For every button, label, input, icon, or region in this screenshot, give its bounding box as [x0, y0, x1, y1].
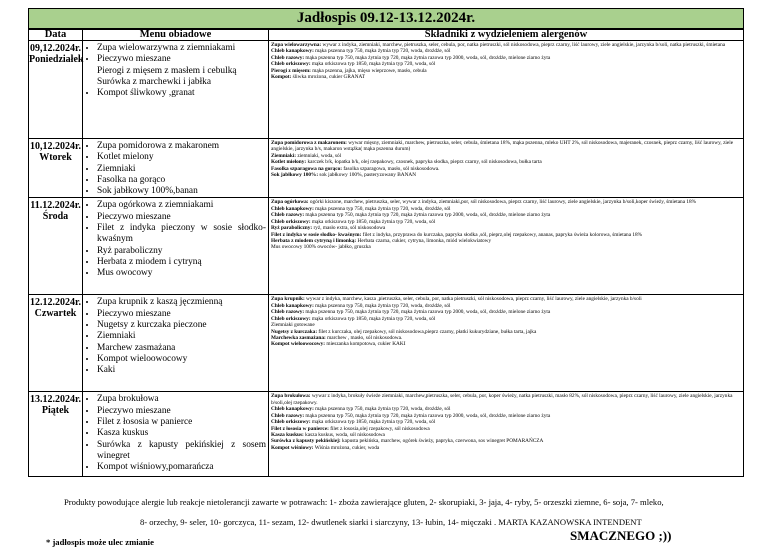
ingredient-line: Kasza kuskus: kasza kuskus, woda, sól niskosodowa [271, 431, 385, 438]
dish-name: Filet z indyka w sosie słodko- kwaśnym: [271, 231, 362, 238]
ingredient-line: Chleb kanapkowy: mąka pszenna typ 750, mąka żytnia typ 720, woda, drożdże, sól [271, 406, 451, 413]
ingredients-cell [269, 41, 744, 139]
ingredient-line: Zupa brokułowa: wywar z indyka, brokuły świeże ziemniaki, marchew,pietruszka, seler, cebula, por, koper świeży, natka pietruszki, masło 82%, sól niskosodowa, pieprz czarny, liść laurowy, ziele angielskie, jarzynka b/soli,olej rzepakowy. [271, 393, 733, 406]
dish-name: Zupa wielowarzywna: [271, 42, 322, 48]
menu-item: • Kompot wieloowocowy [97, 354, 266, 365]
ingredient-line: Chleb kanapkowy: mąka pszenna typ 750, mąka żytnia typ 720, woda, drożdże, sól [271, 48, 451, 55]
menu-cell [83, 41, 269, 139]
ingredient-line: Chleb razowy: mąka pszenna typ 750, mąka żytnia typ 720, mąka żytnia razowa typ 2000, woda, sól, drożdże, mielone ziarno żyta [271, 412, 551, 419]
dish-name: Chleb kanapkowy: [271, 48, 314, 55]
dish-name: Nugetsy z kurczaka: [271, 328, 318, 335]
date-cell [29, 41, 83, 139]
ingredient-line: Chleb razowy: mąka pszenna typ 750, mąka żytnia typ 720, mąka żytnia razowa typ 2000, woda, sól, drożdże, mielone ziarno żyta [271, 309, 551, 316]
dish-name: Chleb orkiszowy: [271, 218, 311, 225]
ingredient-line: Ziemniaki gotowane [271, 322, 315, 329]
menu-item: • Herbata z miodem i cytryną [97, 257, 266, 268]
dish-name: Surówka z kapusty pekińskiej: [271, 438, 341, 445]
dish-name: Chleb orkiszowy: [271, 61, 311, 68]
dish-name: Zupa pomidorowa z makaronem: [271, 140, 347, 146]
ingredient-line: Chleb razowy: mąka pszenna typ 750, mąka żytnia typ 720, mąka żytnia razowa typ 2000, woda, sól, drożdże, mielone ziarno żyta [271, 212, 551, 219]
ingredient-line: Filet z łososia w panierce: filet z łososia,olej rzepakowy, sól niskosodowa [271, 425, 430, 432]
ingredient-line: Ryż paraboliczny: ryż, masło extra, sól niskosodowa [271, 225, 386, 232]
dish-name: Marchewka zasmażana: [271, 334, 326, 341]
day-row-tuesday [29, 139, 744, 198]
ingredient-line: Nugetsy z kurczaka: filet z kurczaka, olej rzepakowy, sól niskosodowa,pieprz czarny, płatki kukurydziane, bułka tarta, jajka [271, 328, 537, 335]
menu-item: • Zupa wielowarzywna z ziemniakami [97, 43, 266, 54]
dish-name: Herbata z miodem cytryną i limonką: [271, 237, 357, 244]
ingredients-cell [269, 295, 744, 392]
menu-item: • Kotlet mielony [97, 152, 266, 163]
ingredient-line: Chleb orkiszowy: mąka orkiszowa typ 1850, mąka żytnia typ 720, woda, sól [271, 419, 436, 426]
menu-item: • Kaki [97, 365, 266, 376]
ingredient-line: Mus owocowy 100% owoców- jabłko, gruszka [271, 244, 371, 251]
menu-item: • Pieczywo mieszane [97, 54, 266, 65]
dish-name: Kotlet mielony: [271, 159, 307, 166]
menu-list [83, 41, 268, 99]
ingredient-line: Zupa ogórkowa: ogórki kiszone, marchew, pietruszka, seler, wywar z indyka, ziemniaki,por, sól niskosodowa, pieprz czarny, liść laurowy, ziele angielskie, jarzynka b/soli,koper świeży, śmietana 18% [271, 199, 697, 206]
ingredient-line: Kompot: śliwka mrożona, cukier GRANAT [271, 74, 366, 81]
closing-greeting: SMACZNEGO ;)) [570, 528, 672, 543]
date-cell [29, 198, 83, 295]
table-header-row [29, 30, 744, 41]
menu-item: • Fasolka na gorąco [97, 175, 266, 186]
ingredient-line: Chleb orkiszowy: mąka orkiszowa typ 1850, mąka żytnia typ 720, woda, sól [271, 218, 436, 225]
menu-item: Pierogi z mięsem z masłem i cebulką [97, 65, 237, 76]
ingredient-line: Ziemniaki: ziemniaki, woda, sól [271, 152, 342, 159]
menu-cell [83, 392, 269, 477]
date-cell [29, 392, 83, 477]
day-row-wednesday [29, 198, 744, 295]
menu-item: • Kasza kuskus [97, 428, 266, 439]
dish-name: Ryż paraboliczny: [271, 225, 313, 232]
ingredient-line: Chleb kanapkowy: mąka pszenna typ 750, mąka żytnia typ 720, woda, drożdże, sól [271, 205, 451, 212]
date: 09,12.2024r. [29, 43, 82, 54]
dish-name: Chleb kanapkowy: [271, 205, 314, 212]
dish-name: Kompot wieloowocowy: [271, 341, 325, 348]
ingredients-cell [269, 392, 744, 477]
menu-item: • Surówka z kapusty pekińskiej z sosem winegret [97, 440, 266, 463]
menu-item: • Marchew zasmażana [97, 343, 266, 354]
ingredient-line: Chleb razowy: mąka pszenna typ 750, mąka żytnia typ 720, mąka żytnia razowa typ 2000, woda, sól, drożdże, mielone ziarno żyta [271, 54, 551, 61]
dish-name: Zupa brokułowa: [271, 393, 311, 400]
ingredients-cell [269, 198, 744, 295]
menu-item: • Filet z indyka pieczony w sosie słodko-kwaśnym [97, 223, 266, 246]
ingredients-cell [269, 139, 744, 198]
menu-cell [83, 139, 269, 198]
menu-change-note: * jadłospis może ulec zmianie [46, 537, 154, 547]
header-menu: Menu obiadowe [83, 30, 269, 41]
menu-item: • Pieczywo mieszane [97, 212, 266, 223]
weekday: Piątek [41, 405, 70, 417]
dish-name: Ziemniaki: [271, 152, 297, 159]
dish-name: Kompot wiśniowy: [271, 444, 314, 451]
ingredient-line: Chleb kanapkowy: mąka pszenna typ 750, mąka żytnia typ 720, woda, drożdże, sól [271, 302, 451, 309]
ingredient-line: Zupa wielowarzywna: wywar z indyka, ziemniaki, marchew, pietruszka, seler, cebula, por, natka pietruszki, sól niskosodowa, pieprz czarny, liść laurowy, ziele angielskie, jarzynka b/soli, natka pietruszki, śmietana [271, 42, 726, 48]
dish-name: Chleb kanapkowy: [271, 406, 314, 413]
menu-item: Surówka z marchewki i jabłka [97, 76, 212, 87]
header-ingredients: Składniki z wydzieleniem alergenów [269, 30, 744, 41]
menu-item: • Mus owocowy [97, 268, 266, 279]
menu-item: • Kompot śliwkowy ,granat [97, 88, 266, 99]
ingredient-line: Fasolka szparagowa na gorąco: fasolka szparagowa, masło, sól niskosodowa. [271, 165, 440, 172]
dish-name: Chleb razowy: [271, 54, 305, 61]
weekday: Poniedziałek [29, 54, 84, 65]
ingredient-line: Zupa pomidorowa z makaronem: wywar mięsny, ziemniaki, marchew, pietruszka, seler, cebula, śmietana 18%, mąka pszenna, mleko UHT 2%, sól niskosodowa, majeranek, czosnek, pieprz czarny, liść laurowy, ziele angielskie, jarzynka b/s, makaron wstążka( mąka pszenna durum) [271, 140, 734, 153]
day-row-monday [29, 41, 744, 139]
menu-list [83, 198, 268, 279]
dish-name: Chleb orkiszowy: [271, 419, 311, 426]
dish-name: Fasolka szparagowa na gorąco: [271, 165, 343, 172]
menu-item: • Zupa ogórkowa z ziemniakami [97, 200, 266, 211]
date: 11.12.2024r. [30, 200, 81, 212]
ingredient-line: Herbata z miodem cytryną i limonką: Herbata czarna, cukier, cytryna, limonka, miód wielokwiatowy [271, 237, 492, 244]
allergen-legend-line1: Produkty powodujące alergie lub reakcje nietolerancji zawarte w potrawach: 1- zboża zawierające gluten, 2- skorupiaki, 3- jaja, 4- ryby, 5- orzeszki ziemne, 6- soja, 7- mleko, [64, 497, 664, 507]
ingredient-line: Surówka z kapusty pekińskiej: kapusta pekińska, marchew, ogórek świeży, papryka, czerwona, sos winegret POMARAŃCZA [271, 438, 544, 445]
date: 12.12.2024r. [29, 297, 82, 309]
dish-name: Chleb razowy: [271, 309, 305, 316]
menu-item: • Zupa krupnik z kaszą jęczmienną [97, 297, 266, 308]
dish-name: Chleb kanapkowy: [271, 302, 314, 309]
weekday: Środa [42, 211, 69, 223]
dish-name: Chleb razowy: [271, 212, 305, 219]
menu-cell [83, 295, 269, 392]
menu-item: • Sok jabłkowy 100%,banan [97, 186, 266, 197]
page-title: Jadłospis 09.12-13.12.2024r. [28, 8, 744, 29]
dish-name: Filet z łososia w panierce: [271, 425, 329, 432]
menu-item: • Kompot wiśniowy,pomarańcza [97, 462, 266, 473]
menu-item: • Zupa pomidorowa z makaronem [97, 141, 266, 152]
day-row-thursday [29, 295, 744, 392]
ingredient-line: Kompot wiśniowy: Wiśnia mrożona, cukier, woda [271, 444, 380, 451]
ingredient-line: Filet z indyka w sosie słodko- kwaśnym: filet z indyka, przyprawa do kurczaka, papryka słodka ,sól, pieprz,olej rzepakowy, ananas, papryka świeża kolorowa, śmietana 18% [271, 231, 643, 238]
menu-item: • Pieczywo mieszane [97, 406, 266, 417]
menu-item: • Filet z łososia w panierce [97, 417, 266, 428]
day-row-friday [29, 392, 744, 477]
ingredient-line: Chleb orkiszowy: mąka orkiszowa typ 1850, mąka żytnia typ 720, woda, sól [271, 61, 436, 68]
weekday: Czwartek [34, 308, 77, 320]
menu-item: • Ryż paraboliczny [97, 246, 266, 257]
ingredient-line: Pierogi z mięsem: mąka pszenna, jajka, mięso wieprzowe, masło, cebula [271, 67, 427, 74]
dish-name: Sok jabłkowy 100%: [271, 172, 319, 179]
dish-name: Chleb orkiszowy: [271, 315, 311, 322]
ingredient-line: Chleb orkiszowy: mąka orkiszowa typ 1850, mąka żytnia typ 720, woda, sól [271, 315, 436, 322]
menu-item: • Ziemniaki [97, 331, 266, 342]
menu-item: • Ziemniaki [97, 164, 266, 175]
dish-name: Pierogi z mięsem: [271, 67, 311, 74]
ingredient-line: Kompot wieloowocowy: mieszanka kompotowa, cukier KAKI [271, 341, 406, 348]
ingredient-line: Zupa krupnik: wywar z indyka, marchew, kasza ,pietruszka, seler, cebula, por, natka pietruszki, sól niskosodowa, pieprz czarny, liść laurowy, ziele angielskie, jarzynka b/soli [271, 296, 642, 303]
menu-item: • Pieczywo mieszane [97, 309, 266, 320]
date-cell [29, 295, 83, 392]
dish-name: Chleb razowy: [271, 412, 305, 419]
weekday: Wtorek [39, 152, 72, 163]
menu-item: • Nugetsy z kurczaka pieczone [97, 320, 266, 331]
date: 13.12.2024r. [29, 394, 82, 406]
menu-table [28, 29, 744, 477]
menu-item: • Zupa brokułowa [97, 394, 266, 405]
ingredient-line: Marchewka zasmażana: marchew , masło, sól niskosodowa. [271, 334, 403, 341]
header-date: Data [29, 30, 83, 41]
dish-name: Kompot: [271, 74, 292, 81]
ingredient-line: Kotlet mielony: karczek b/k, łopatka b/k, olej rzepakowy, czosnek, papryka słodka, pieprz czarny, sól niskosodowa, bułka tarta [271, 159, 542, 166]
dish-name: Zupa ogórkowa: [271, 199, 309, 206]
menu-list [83, 392, 268, 473]
dish-name: Zupa krupnik: [271, 296, 305, 303]
allergen-legend-line2: 8- orzechy, 9- seler, 10- gorczyca, 11- sezam, 12- dwutlenek siarki i siarczyny, 13- łubin, 14- mięczaki . MARTA KAZANOWSKA INTENDENT [140, 517, 642, 527]
menu-list [83, 139, 268, 197]
menu-list [83, 295, 268, 376]
date-cell [29, 139, 83, 198]
dish-name: Kasza kuskus: [271, 431, 304, 438]
ingredient-line: Sok jabłkowy 100%: sok jabłkowy 100%, pasteryzowany BANAN [271, 172, 417, 179]
date: 10,12.2024r. [29, 141, 82, 152]
menu-cell [83, 198, 269, 295]
